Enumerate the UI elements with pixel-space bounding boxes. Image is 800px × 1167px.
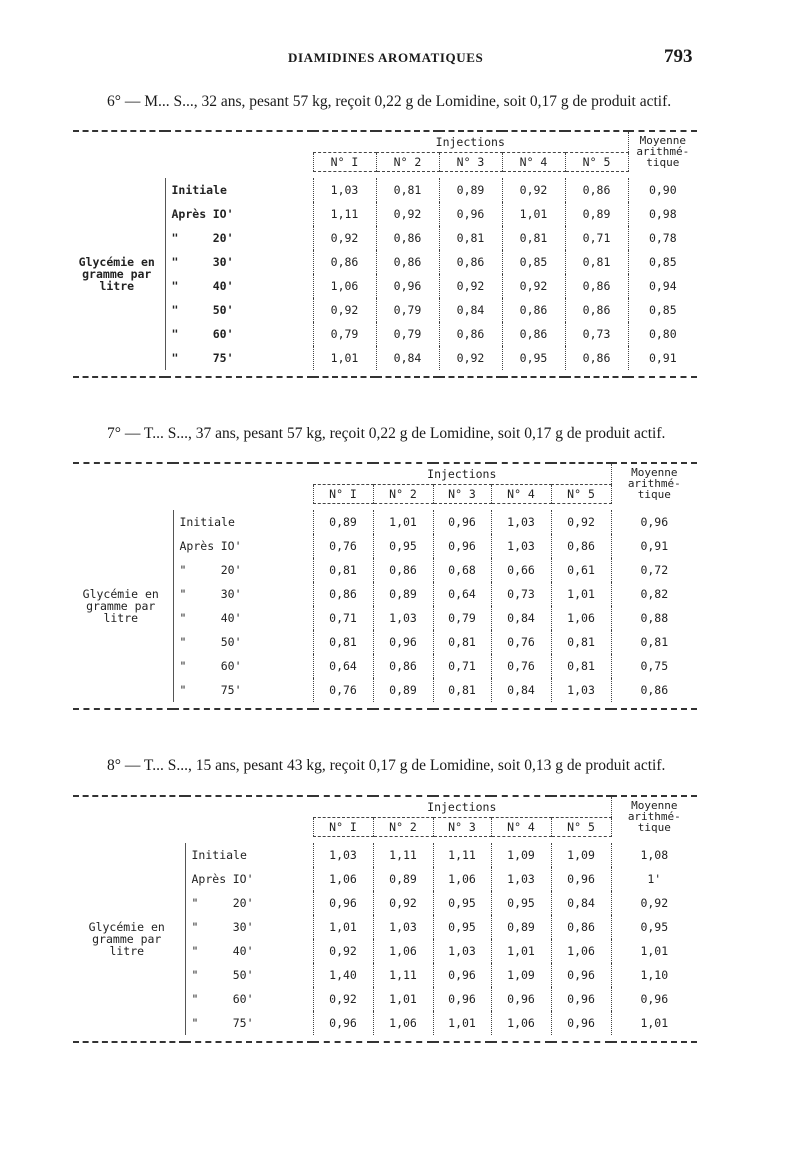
value-cell: 0,71 — [313, 606, 373, 630]
value-cell: 0,86 — [373, 558, 433, 582]
value-cell: 0,79 — [433, 606, 491, 630]
glycemie-label: Glycémie en gramme par litre — [82, 587, 159, 625]
injection-number: N° 5 — [565, 153, 628, 172]
value-cell: 1,11 — [373, 963, 433, 987]
time-label — [165, 274, 313, 298]
injection-number: N° 4 — [502, 153, 565, 172]
injection-number: N° 2 — [376, 153, 439, 172]
value-cell: 0,92 — [502, 178, 565, 202]
value-cell: 0,95 — [502, 346, 565, 370]
value-cell: 0,95 — [491, 891, 551, 915]
injection-number: N° I — [313, 818, 373, 837]
value-cell: 0,96 — [433, 510, 491, 534]
value-cell: 0,85 — [502, 250, 565, 274]
injection-number: N° 4 — [491, 818, 551, 837]
injection-number: N° 5 — [551, 485, 611, 504]
value-cell: 1,01 — [551, 582, 611, 606]
value-cell: 0,81 — [376, 178, 439, 202]
mean-cell: 1,01 — [611, 939, 697, 963]
injection-number: N° 3 — [433, 818, 491, 837]
value-cell: 1,03 — [551, 678, 611, 702]
value-cell: 0,89 — [373, 867, 433, 891]
injection-number: N° I — [313, 485, 373, 504]
value-cell: 0,95 — [373, 534, 433, 558]
time-label — [165, 298, 313, 322]
value-cell: 0,81 — [551, 654, 611, 678]
time-label — [185, 939, 313, 963]
value-cell: 0,68 — [433, 558, 491, 582]
case-8-paragraph: 8° — T... S..., 15 ans, pesant 43 kg, reçoit 0,17 g de Lomidine, soit 0,13 g de produit actif. — [107, 757, 666, 774]
value-cell: 1,11 — [433, 843, 491, 867]
time-minutes: 30' — [220, 587, 242, 601]
mean-cell: 0,88 — [611, 606, 697, 630]
running-title: DIAMIDINES AROMATIQUES — [288, 50, 484, 65]
value-cell: 0,89 — [313, 510, 373, 534]
mean-cell: 0,82 — [611, 582, 697, 606]
value-cell: 0,84 — [491, 678, 551, 702]
time-prefix: " — [179, 659, 187, 673]
value-cell: 0,86 — [502, 298, 565, 322]
value-cell: 0,66 — [491, 558, 551, 582]
time-prefix: " — [171, 255, 179, 269]
time-label — [165, 346, 313, 370]
value-cell: 1,03 — [433, 939, 491, 963]
mean-cell: 0,72 — [611, 558, 697, 582]
mean-cell: 0,90 — [628, 178, 697, 202]
value-cell: 0,96 — [313, 891, 373, 915]
value-cell: 0,73 — [491, 582, 551, 606]
time-minutes: 40' — [212, 279, 234, 293]
time-prefix: " — [179, 611, 187, 625]
mean-cell: 0,96 — [611, 510, 697, 534]
time-prefix: Initiale — [171, 183, 227, 197]
mean-cell: 0,91 — [628, 346, 697, 370]
time-prefix: Après — [179, 539, 215, 553]
mean-cell: 0,92 — [611, 891, 697, 915]
glycemia-table-case-8 — [73, 795, 697, 1043]
value-cell: 0,96 — [551, 867, 611, 891]
time-prefix: " — [191, 896, 199, 910]
time-minutes: 20' — [212, 231, 234, 245]
injection-number: N° 3 — [439, 153, 502, 172]
mean-cell: 0,80 — [628, 322, 697, 346]
value-cell: 0,92 — [439, 274, 502, 298]
time-prefix: " — [191, 944, 199, 958]
value-cell: 1,01 — [373, 987, 433, 1011]
time-label — [173, 630, 313, 654]
mean-cell: 0,78 — [628, 226, 697, 250]
time-label — [185, 987, 313, 1011]
value-cell: 0,89 — [439, 178, 502, 202]
page-number: 793 — [664, 46, 693, 67]
time-minutes: 20' — [232, 896, 254, 910]
injections-header: Injections — [313, 796, 611, 818]
time-label — [173, 558, 313, 582]
table-row — [73, 250, 697, 274]
value-cell: 0,92 — [313, 939, 373, 963]
value-cell: 0,81 — [565, 250, 628, 274]
value-cell: 0,79 — [376, 298, 439, 322]
time-minutes: 30' — [232, 920, 254, 934]
time-prefix: " — [191, 968, 199, 982]
value-cell: 0,86 — [439, 250, 502, 274]
time-label — [173, 678, 313, 702]
mean-cell: 0,94 — [628, 274, 697, 298]
table-row — [73, 298, 697, 322]
time-prefix: " — [191, 992, 199, 1006]
value-cell: 0,96 — [433, 534, 491, 558]
value-cell: 1,06 — [551, 606, 611, 630]
value-cell: 0,79 — [313, 322, 376, 346]
injection-number: N° 5 — [551, 818, 611, 837]
value-cell: 1,03 — [373, 606, 433, 630]
injection-number: N° 2 — [373, 485, 433, 504]
glycemie-label: Glycémie en gramme par litre — [88, 920, 165, 958]
injections-header: Injections — [313, 131, 628, 153]
time-prefix: " — [179, 587, 187, 601]
time-label — [173, 582, 313, 606]
value-cell: 0,86 — [373, 654, 433, 678]
value-cell: 0,61 — [551, 558, 611, 582]
value-cell: 0,86 — [502, 322, 565, 346]
mean-cell: 0,85 — [628, 298, 697, 322]
value-cell: 0,71 — [565, 226, 628, 250]
value-cell: 0,92 — [439, 346, 502, 370]
time-label — [173, 534, 313, 558]
table-row — [73, 226, 697, 250]
value-cell: 0,96 — [551, 1011, 611, 1035]
mean-cell: 1,10 — [611, 963, 697, 987]
value-cell: 0,96 — [433, 987, 491, 1011]
time-prefix: " — [191, 920, 199, 934]
table-row — [73, 346, 697, 370]
value-cell: 0,92 — [373, 891, 433, 915]
glycemia-table-case-7 — [73, 462, 697, 710]
value-cell: 0,86 — [565, 274, 628, 298]
time-label — [185, 1011, 313, 1035]
injection-number: N° 4 — [491, 485, 551, 504]
value-cell: 0,73 — [565, 322, 628, 346]
value-cell: 0,76 — [491, 654, 551, 678]
moyenne-header: Moyenne arithmé- tique — [611, 463, 697, 504]
value-cell: 0,79 — [376, 322, 439, 346]
value-cell: 0,81 — [433, 678, 491, 702]
injection-number: N° I — [313, 153, 376, 172]
time-minutes: IO' — [212, 207, 234, 221]
value-cell: 1,01 — [491, 939, 551, 963]
time-label — [165, 250, 313, 274]
value-cell: 0,86 — [376, 250, 439, 274]
value-cell: 0,64 — [313, 654, 373, 678]
table-row — [73, 178, 697, 202]
value-cell: 1,03 — [491, 510, 551, 534]
value-cell: 0,86 — [439, 322, 502, 346]
mean-cell: 1,01 — [611, 1011, 697, 1035]
glycemie-label: Glycémie en gramme par litre — [78, 255, 155, 293]
time-label — [173, 606, 313, 630]
mean-cell: 0,91 — [611, 534, 697, 558]
mean-cell: 0,86 — [611, 678, 697, 702]
value-cell: 0,92 — [551, 510, 611, 534]
time-minutes: 40' — [220, 611, 242, 625]
time-label — [185, 915, 313, 939]
time-prefix: Après — [171, 207, 207, 221]
value-cell: 0,71 — [433, 654, 491, 678]
value-cell: 0,89 — [373, 582, 433, 606]
value-cell: 0,84 — [439, 298, 502, 322]
time-minutes: IO' — [232, 872, 254, 886]
value-cell: 0,96 — [551, 987, 611, 1011]
time-prefix: Après — [191, 872, 227, 886]
value-cell: 1,11 — [313, 202, 376, 226]
value-cell: 1,03 — [491, 534, 551, 558]
mean-cell: 0,75 — [611, 654, 697, 678]
time-label — [165, 202, 313, 226]
time-prefix: " — [171, 279, 179, 293]
table-row — [73, 843, 697, 867]
table-row — [73, 322, 697, 346]
value-cell: 0,96 — [433, 963, 491, 987]
value-cell: 0,96 — [439, 202, 502, 226]
value-cell: 1,03 — [313, 843, 373, 867]
mean-cell: 1,08 — [611, 843, 697, 867]
time-prefix: " — [179, 563, 187, 577]
mean-cell: 1' — [611, 867, 697, 891]
value-cell: 0,86 — [565, 178, 628, 202]
time-label — [185, 963, 313, 987]
value-cell: 0,64 — [433, 582, 491, 606]
value-cell: 0,95 — [433, 891, 491, 915]
value-cell: 0,76 — [313, 678, 373, 702]
mean-cell: 0,81 — [611, 630, 697, 654]
value-cell: 0,86 — [313, 250, 376, 274]
time-prefix: " — [171, 303, 179, 317]
value-cell: 0,84 — [551, 891, 611, 915]
mean-cell: 0,98 — [628, 202, 697, 226]
glycemia-table-case-6 — [73, 130, 697, 378]
time-minutes: 75' — [220, 683, 242, 697]
time-minutes: 60' — [220, 659, 242, 673]
value-cell: 0,92 — [313, 298, 376, 322]
time-prefix: " — [179, 635, 187, 649]
value-cell: 0,81 — [502, 226, 565, 250]
value-cell: 1,01 — [313, 915, 373, 939]
value-cell: 0,81 — [313, 558, 373, 582]
injection-number: N° 2 — [373, 818, 433, 837]
value-cell: 1,06 — [313, 867, 373, 891]
time-label — [173, 510, 313, 534]
time-label — [173, 654, 313, 678]
time-label — [165, 226, 313, 250]
value-cell: 1,06 — [551, 939, 611, 963]
table-row — [73, 202, 697, 226]
time-prefix: Initiale — [179, 515, 235, 529]
value-cell: 0,86 — [551, 534, 611, 558]
time-prefix: " — [191, 1016, 199, 1030]
value-cell: 0,96 — [551, 963, 611, 987]
value-cell: 0,96 — [313, 1011, 373, 1035]
value-cell: 0,81 — [313, 630, 373, 654]
time-minutes: 60' — [212, 327, 234, 341]
time-prefix: Initiale — [191, 848, 247, 862]
value-cell: 0,92 — [313, 987, 373, 1011]
time-label — [165, 322, 313, 346]
value-cell: 1,06 — [373, 1011, 433, 1035]
injection-number: N° 3 — [433, 485, 491, 504]
time-minutes: 50' — [232, 968, 254, 982]
value-cell: 1,09 — [551, 843, 611, 867]
value-cell: 1,01 — [502, 202, 565, 226]
value-cell: 0,81 — [439, 226, 502, 250]
mean-cell: 0,85 — [628, 250, 697, 274]
value-cell: 0,92 — [502, 274, 565, 298]
value-cell: 0,92 — [376, 202, 439, 226]
table-row — [73, 274, 697, 298]
value-cell: 0,89 — [373, 678, 433, 702]
value-cell: 0,84 — [376, 346, 439, 370]
value-cell: 0,96 — [376, 274, 439, 298]
value-cell: 1,09 — [491, 963, 551, 987]
value-cell: 0,86 — [313, 582, 373, 606]
value-cell: 1,01 — [313, 346, 376, 370]
time-minutes: 75' — [232, 1016, 254, 1030]
value-cell: 1,03 — [313, 178, 376, 202]
value-cell: 1,06 — [433, 867, 491, 891]
value-cell: 1,03 — [491, 867, 551, 891]
time-minutes: 30' — [212, 255, 234, 269]
value-cell: 0,89 — [491, 915, 551, 939]
time-prefix: " — [171, 231, 179, 245]
value-cell: 0,86 — [565, 298, 628, 322]
time-minutes: IO' — [220, 539, 242, 553]
value-cell: 0,81 — [551, 630, 611, 654]
moyenne-header: Moyenne arithmé- tique — [628, 131, 697, 172]
value-cell: 0,86 — [565, 346, 628, 370]
value-cell: 0,86 — [551, 915, 611, 939]
injections-header: Injections — [313, 463, 611, 485]
value-cell: 0,86 — [376, 226, 439, 250]
time-label — [185, 867, 313, 891]
value-cell: 1,03 — [373, 915, 433, 939]
value-cell: 0,96 — [373, 630, 433, 654]
time-label — [165, 178, 313, 202]
table-row — [73, 510, 697, 534]
value-cell: 0,92 — [313, 226, 376, 250]
value-cell: 0,89 — [565, 202, 628, 226]
time-label — [185, 843, 313, 867]
value-cell: 1,01 — [433, 1011, 491, 1035]
value-cell: 1,06 — [373, 939, 433, 963]
case-6-paragraph: 6° — M... S..., 32 ans, pesant 57 kg, reçoit 0,22 g de Lomidine, soit 0,17 g de produit actif. — [107, 93, 672, 110]
time-minutes: 40' — [232, 944, 254, 958]
time-prefix: " — [171, 327, 179, 341]
value-cell: 1,06 — [491, 1011, 551, 1035]
time-minutes: 50' — [220, 635, 242, 649]
time-prefix: " — [171, 351, 179, 365]
value-cell: 0,96 — [491, 987, 551, 1011]
time-minutes: 75' — [212, 351, 234, 365]
value-cell: 1,06 — [313, 274, 376, 298]
value-cell: 0,81 — [433, 630, 491, 654]
value-cell: 1,40 — [313, 963, 373, 987]
value-cell: 1,01 — [373, 510, 433, 534]
case-7-paragraph: 7° — T... S..., 37 ans, pesant 57 kg, reçoit 0,22 g de Lomidine, soit 0,17 g de produit actif. — [107, 425, 666, 442]
value-cell: 0,84 — [491, 606, 551, 630]
value-cell: 0,76 — [313, 534, 373, 558]
time-prefix: " — [179, 683, 187, 697]
mean-cell: 0,95 — [611, 915, 697, 939]
value-cell: 0,76 — [491, 630, 551, 654]
value-cell: 1,11 — [373, 843, 433, 867]
moyenne-header: Moyenne arithmé- tique — [611, 796, 697, 837]
time-minutes: 50' — [212, 303, 234, 317]
mean-cell: 0,96 — [611, 987, 697, 1011]
time-minutes: 20' — [220, 563, 242, 577]
time-minutes: 60' — [232, 992, 254, 1006]
time-label — [185, 891, 313, 915]
value-cell: 0,95 — [433, 915, 491, 939]
value-cell: 1,09 — [491, 843, 551, 867]
